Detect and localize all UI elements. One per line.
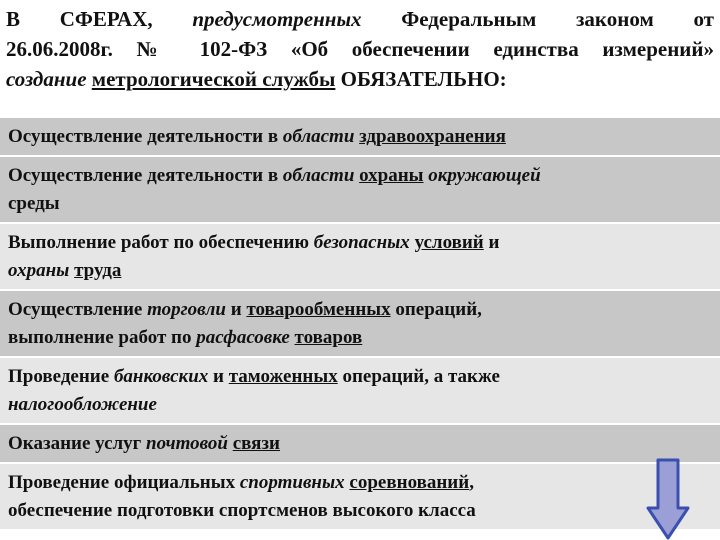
item-text: операций, bbox=[390, 299, 482, 320]
item-text: и bbox=[208, 366, 229, 387]
header-text-part: Федеральным законом от bbox=[361, 7, 714, 31]
item-text: таможенных bbox=[228, 366, 338, 387]
item-text: и bbox=[225, 299, 247, 320]
item-text: Оказание услуг bbox=[8, 433, 147, 454]
item-text: , bbox=[469, 472, 474, 493]
item-text: и bbox=[483, 232, 500, 253]
item-text: охраны bbox=[359, 165, 424, 186]
item-text: области bbox=[282, 126, 355, 147]
item-text: труда bbox=[74, 260, 122, 281]
item-text: Осуществление bbox=[8, 299, 148, 320]
item-text: Выполнение работ по обеспечению bbox=[8, 232, 314, 253]
list-item bbox=[0, 291, 720, 358]
item-text: товарообменных bbox=[246, 299, 391, 320]
item-text: соревнований bbox=[349, 472, 470, 493]
item-text: области bbox=[282, 165, 355, 186]
header-line-2 bbox=[6, 34, 714, 64]
item-text: окружающей bbox=[428, 165, 541, 186]
item-text: товаров bbox=[294, 327, 363, 348]
item-text: условий bbox=[414, 232, 484, 253]
item-text: расфасовке bbox=[196, 327, 290, 348]
list-item bbox=[0, 425, 720, 464]
item-text: здравоохранения bbox=[359, 126, 506, 147]
list-item bbox=[0, 224, 720, 291]
list-item bbox=[0, 157, 720, 224]
item-text: почтовой bbox=[146, 433, 228, 454]
header-line-3 bbox=[6, 64, 714, 94]
item-text: банковских bbox=[113, 366, 209, 387]
item-text: охраны bbox=[8, 260, 70, 281]
item-text: выполнение работ по bbox=[8, 327, 197, 348]
item-text: Проведение bbox=[8, 366, 114, 387]
item-text: обеспечение подготовки спортсменов высокого класса bbox=[8, 500, 476, 521]
list-item bbox=[0, 464, 720, 531]
requirements-list bbox=[0, 118, 720, 531]
list-item bbox=[0, 358, 720, 425]
item-text: Проведение официальных bbox=[8, 472, 240, 493]
item-text: операций, а также bbox=[337, 366, 500, 387]
header-line-1 bbox=[6, 4, 714, 34]
header-text-part: метрологической службы bbox=[91, 67, 336, 91]
header-text-part: ОБЯЗАТЕЛЬНО: bbox=[335, 67, 507, 91]
item-text: налогообложение bbox=[8, 394, 157, 415]
item-text: Осуществление деятельности в bbox=[8, 126, 283, 147]
item-text: спортивных bbox=[239, 472, 345, 493]
header-text-part: В СФЕРАХ, bbox=[6, 7, 193, 31]
item-text: среды bbox=[8, 193, 60, 214]
item-text: связи bbox=[232, 433, 280, 454]
header-text-part: 26.06.2008г. № 102-ФЗ «Об обеспечении единства измерений» bbox=[6, 37, 714, 61]
item-text: торговли bbox=[147, 299, 226, 320]
header-text-part: предусмотренных bbox=[192, 7, 362, 31]
arrow-down-icon[interactable] bbox=[646, 458, 690, 540]
header-text bbox=[6, 4, 714, 94]
item-text: безопасных bbox=[313, 232, 410, 253]
list-item bbox=[0, 118, 720, 157]
item-text: Осуществление деятельности в bbox=[8, 165, 283, 186]
header-text-part: создание bbox=[6, 67, 87, 91]
